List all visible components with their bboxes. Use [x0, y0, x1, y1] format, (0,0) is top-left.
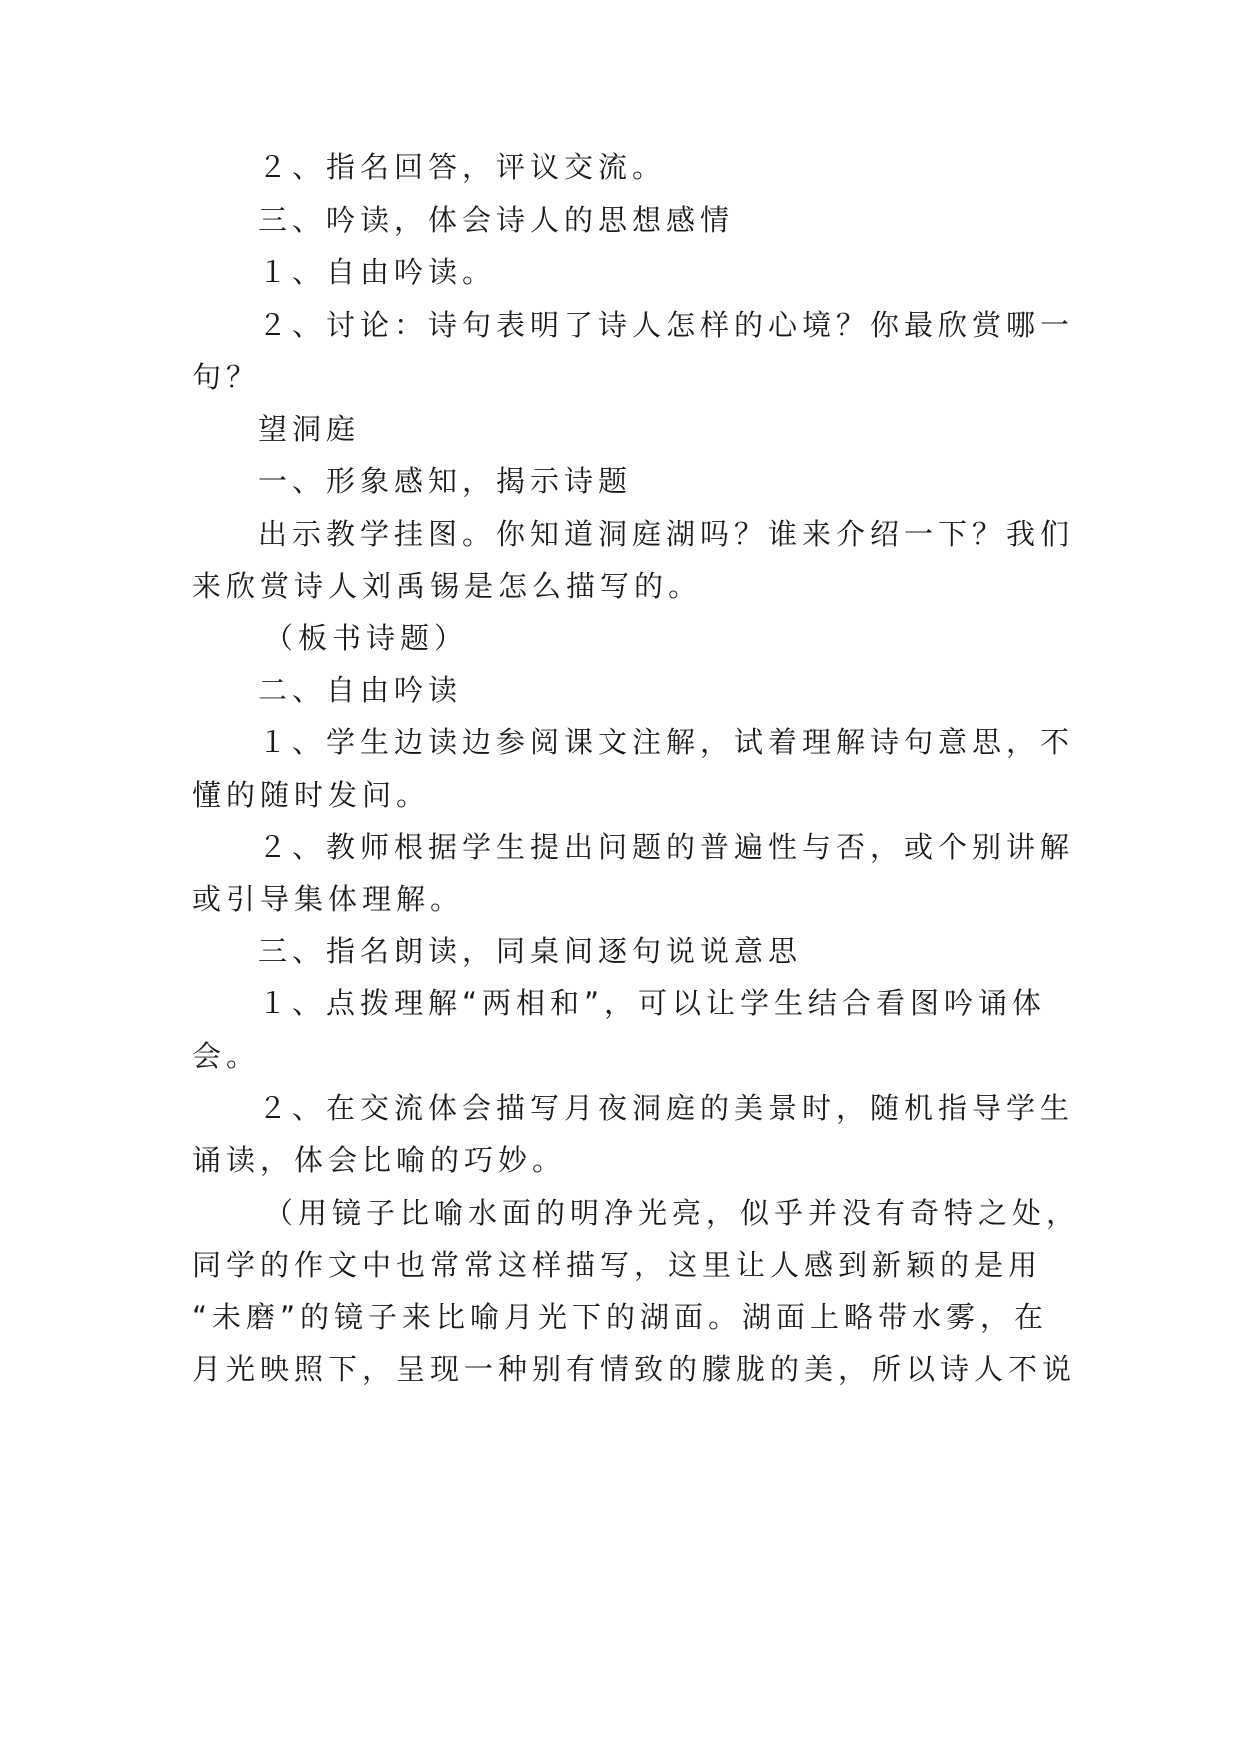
text-line: 懂的随时发问。: [192, 778, 431, 812]
text-line: （板书诗题）: [264, 621, 469, 655]
text-line: “未磨”的镜子来比喻月光下的湖面。湖面上略带水雾，在: [192, 1300, 1049, 1334]
text-line: ２、讨论：诗句表明了诗人怎样的心境？你最欣赏哪一: [258, 308, 1075, 342]
poem-title: 望洞庭: [258, 412, 361, 446]
text-line: 会。: [192, 1039, 261, 1073]
text-line: ２、指名回答，评议交流。: [258, 150, 667, 184]
text-line: ２、在交流体会描写月夜洞庭的美景时，随机指导学生: [258, 1091, 1075, 1125]
text-line: 月光映照下，呈现一种别有情致的朦胧的美，所以诗人不说: [192, 1352, 1077, 1386]
text-line: １、点拨理解“两相和”，可以让学生结合看图吟诵体: [258, 986, 1047, 1020]
section-heading: 一、形象感知，揭示诗题: [258, 464, 633, 498]
text-line: （用镜子比喻水面的明净光亮，似乎并没有奇特之处，: [264, 1196, 1081, 1230]
text-line: １、自由吟读。: [258, 255, 497, 289]
section-heading: 三、吟读，体会诗人的思想感情: [258, 203, 735, 237]
section-heading: 三、指名朗读，同桌间逐句说说意思: [258, 934, 803, 968]
text-line: 来欣赏诗人刘禹锡是怎么描写的。: [192, 569, 703, 603]
text-line: 出示教学挂图。你知道洞庭湖吗？谁来介绍一下？我们: [258, 517, 1075, 551]
text-line: 诵读，体会比喻的巧妙。: [192, 1143, 567, 1177]
text-line: １、学生边读边参阅课文注解，试着理解诗句意思，不: [258, 725, 1075, 759]
text-line: 同学的作文中也常常这样描写，这里让人感到新颖的是用: [192, 1248, 1043, 1282]
text-line: 或引导集体理解。: [192, 882, 465, 916]
section-heading: 二、自由吟读: [258, 673, 463, 707]
text-line: 句？: [192, 360, 261, 394]
text-line: ２、教师根据学生提出问题的普遍性与否，或个别讲解: [258, 830, 1075, 864]
